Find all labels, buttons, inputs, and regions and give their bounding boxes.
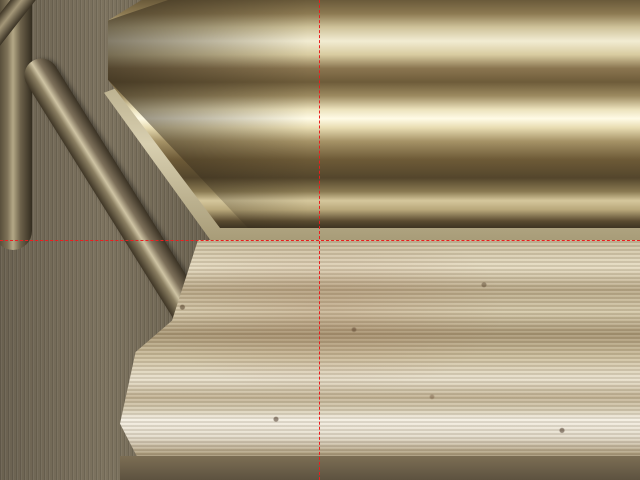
lower-pad-bottom-edge [120, 456, 640, 480]
lower-pad-texture [120, 240, 640, 464]
crosshair-horizontal-line [0, 240, 640, 241]
